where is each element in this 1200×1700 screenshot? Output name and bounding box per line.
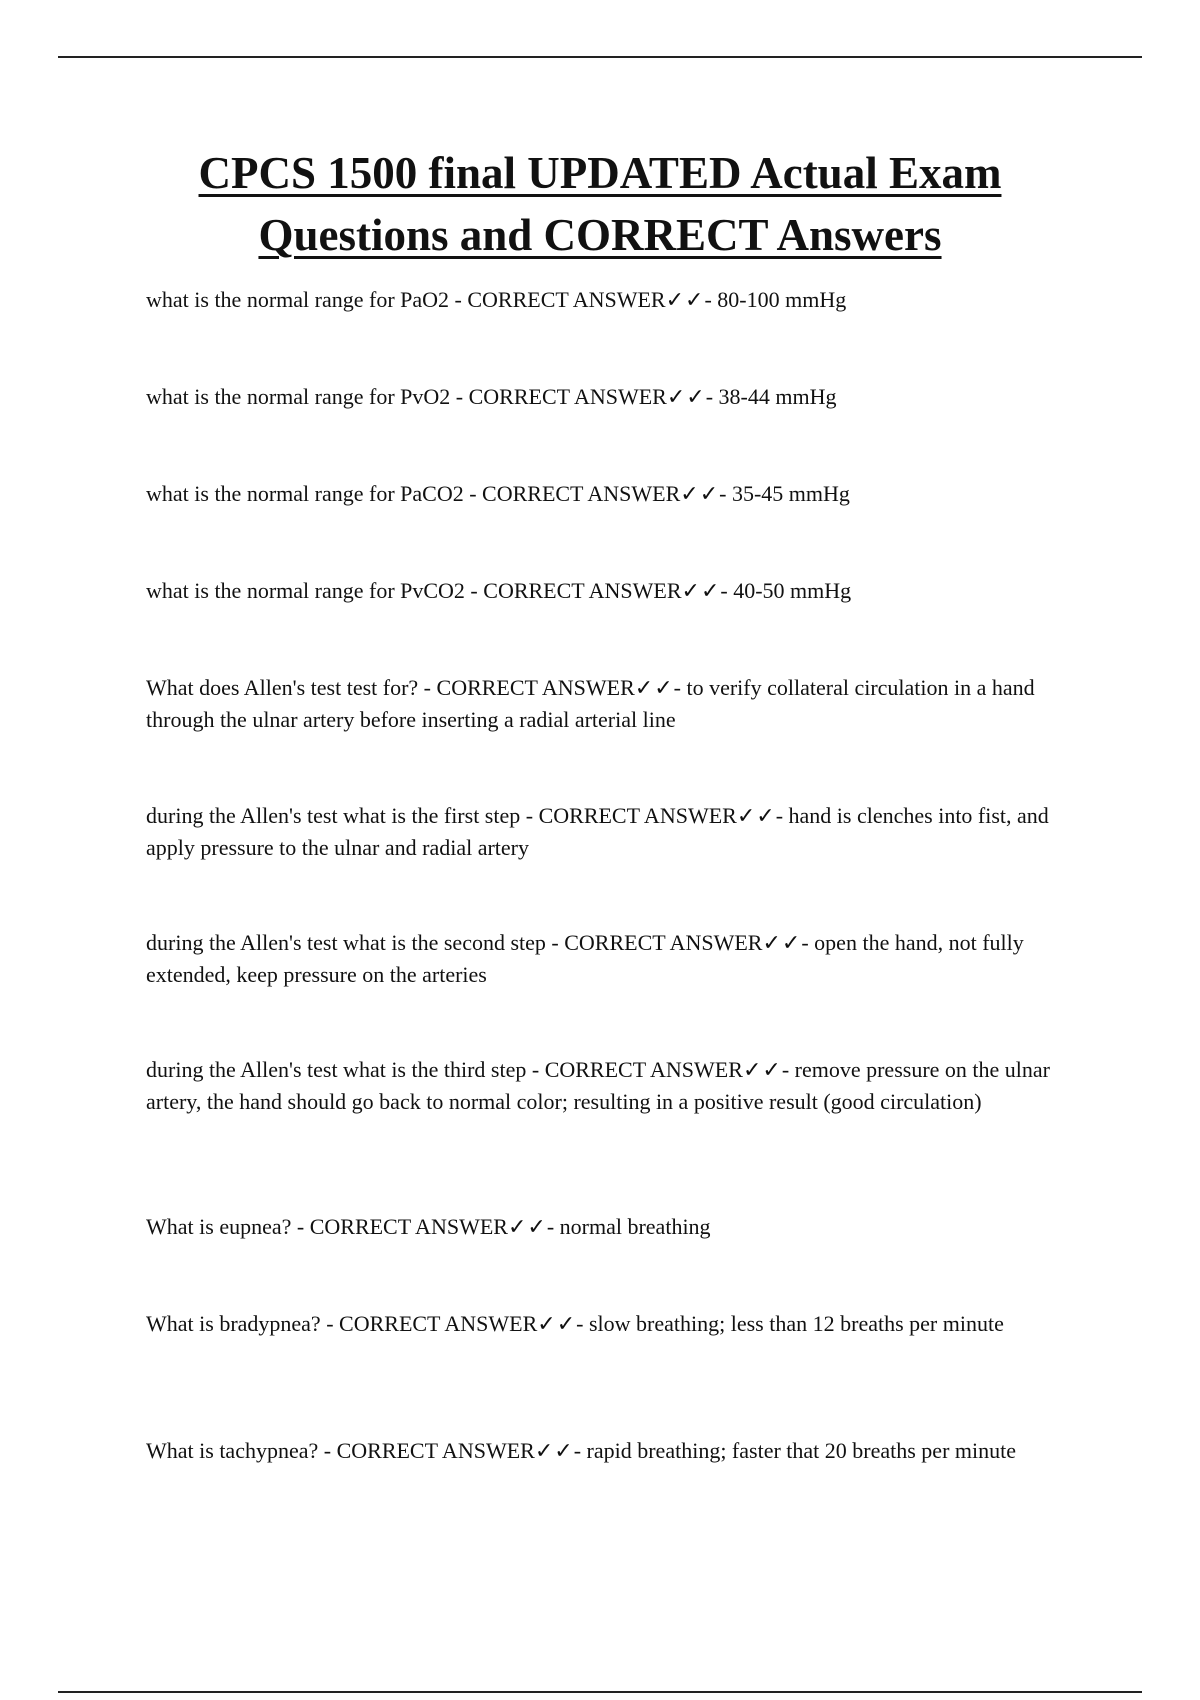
check-marks-icon: ✓✓	[634, 675, 674, 700]
answer-text: - to verify collateral circulation in a hand through the ulnar artery before inserting a radial arterial line	[146, 675, 1035, 732]
qa-item	[146, 478, 1066, 510]
answer-marker: CORRECT ANSWER	[544, 1057, 743, 1082]
check-marks-icon: ✓✓	[666, 384, 706, 409]
bottom-rule	[58, 1691, 1142, 1693]
question-text: What is tachypnea? -	[146, 1438, 337, 1463]
answer-marker: CORRECT ANSWER	[336, 1438, 535, 1463]
answer-marker: CORRECT ANSWER	[482, 481, 681, 506]
answer-text: - hand is clenches into fist, and apply pressure to the ulnar and radial artery	[146, 803, 1049, 860]
answer-text: - normal breathing	[546, 1214, 711, 1239]
check-marks-icon: ✓✓	[680, 481, 720, 506]
question-text: what is the normal range for PaO2 -	[146, 287, 468, 312]
question-text: during the Allen's test what is the first step -	[146, 803, 539, 828]
question-text: What is eupnea? -	[146, 1214, 310, 1239]
qa-item	[146, 1308, 1066, 1340]
title-line-2: Questions and CORRECT Answers	[258, 210, 942, 260]
qa-item	[146, 284, 1066, 316]
answer-marker: CORRECT ANSWER	[436, 675, 635, 700]
answer-marker: CORRECT ANSWER	[339, 1311, 538, 1336]
answer-text: - slow breathing; less than 12 breaths per minute	[576, 1311, 1004, 1336]
check-marks-icon: ✓✓	[681, 578, 721, 603]
check-marks-icon: ✓✓	[537, 1311, 577, 1336]
answer-text: - open the hand, not fully extended, keep pressure on the arteries	[146, 930, 1024, 987]
answer-marker: CORRECT ANSWER	[564, 930, 763, 955]
check-marks-icon: ✓✓	[762, 930, 802, 955]
question-text: What does Allen's test test for? -	[146, 675, 437, 700]
answer-marker: CORRECT ANSWER	[483, 578, 682, 603]
top-rule	[58, 56, 1142, 58]
question-text: during the Allen's test what is the third step -	[146, 1057, 545, 1082]
answer-text: - 38-44 mmHg	[705, 384, 837, 409]
title-line-1: CPCS 1500 final UPDATED Actual Exam	[198, 148, 1002, 198]
answer-marker: CORRECT ANSWER	[538, 803, 737, 828]
answer-marker: CORRECT ANSWER	[467, 287, 666, 312]
answer-text: - 40-50 mmHg	[720, 578, 852, 603]
qa-item	[146, 1054, 1066, 1118]
answer-text: - rapid breathing; faster that 20 breaths per minute	[573, 1438, 1016, 1463]
question-text: what is the normal range for PvCO2 -	[146, 578, 484, 603]
answer-marker: CORRECT ANSWER	[468, 384, 667, 409]
check-marks-icon: ✓✓	[507, 1214, 547, 1239]
check-marks-icon: ✓✓	[534, 1438, 574, 1463]
question-text: what is the normal range for PaCO2 -	[146, 481, 483, 506]
qa-item	[146, 672, 1066, 736]
qa-item	[146, 1435, 1066, 1467]
answer-text: - 80-100 mmHg	[704, 287, 847, 312]
answer-text: - remove pressure on the ulnar artery, the hand should go back to normal color; resulting in a positive result (good circulation)	[146, 1057, 1050, 1114]
question-text: what is the normal range for PvO2 -	[146, 384, 469, 409]
answer-marker: CORRECT ANSWER	[309, 1214, 508, 1239]
question-text: What is bradypnea? -	[146, 1311, 340, 1336]
question-text: during the Allen's test what is the second step -	[146, 930, 565, 955]
answer-text: - 35-45 mmHg	[719, 481, 850, 506]
check-marks-icon: ✓✓	[742, 1057, 782, 1082]
qa-item	[146, 381, 1066, 413]
check-marks-icon: ✓✓	[736, 803, 776, 828]
check-marks-icon: ✓✓	[665, 287, 705, 312]
document-title	[80, 142, 1120, 266]
qa-item	[146, 575, 1066, 607]
qa-item	[146, 927, 1066, 991]
qa-item	[146, 1211, 1066, 1243]
qa-item	[146, 800, 1066, 864]
